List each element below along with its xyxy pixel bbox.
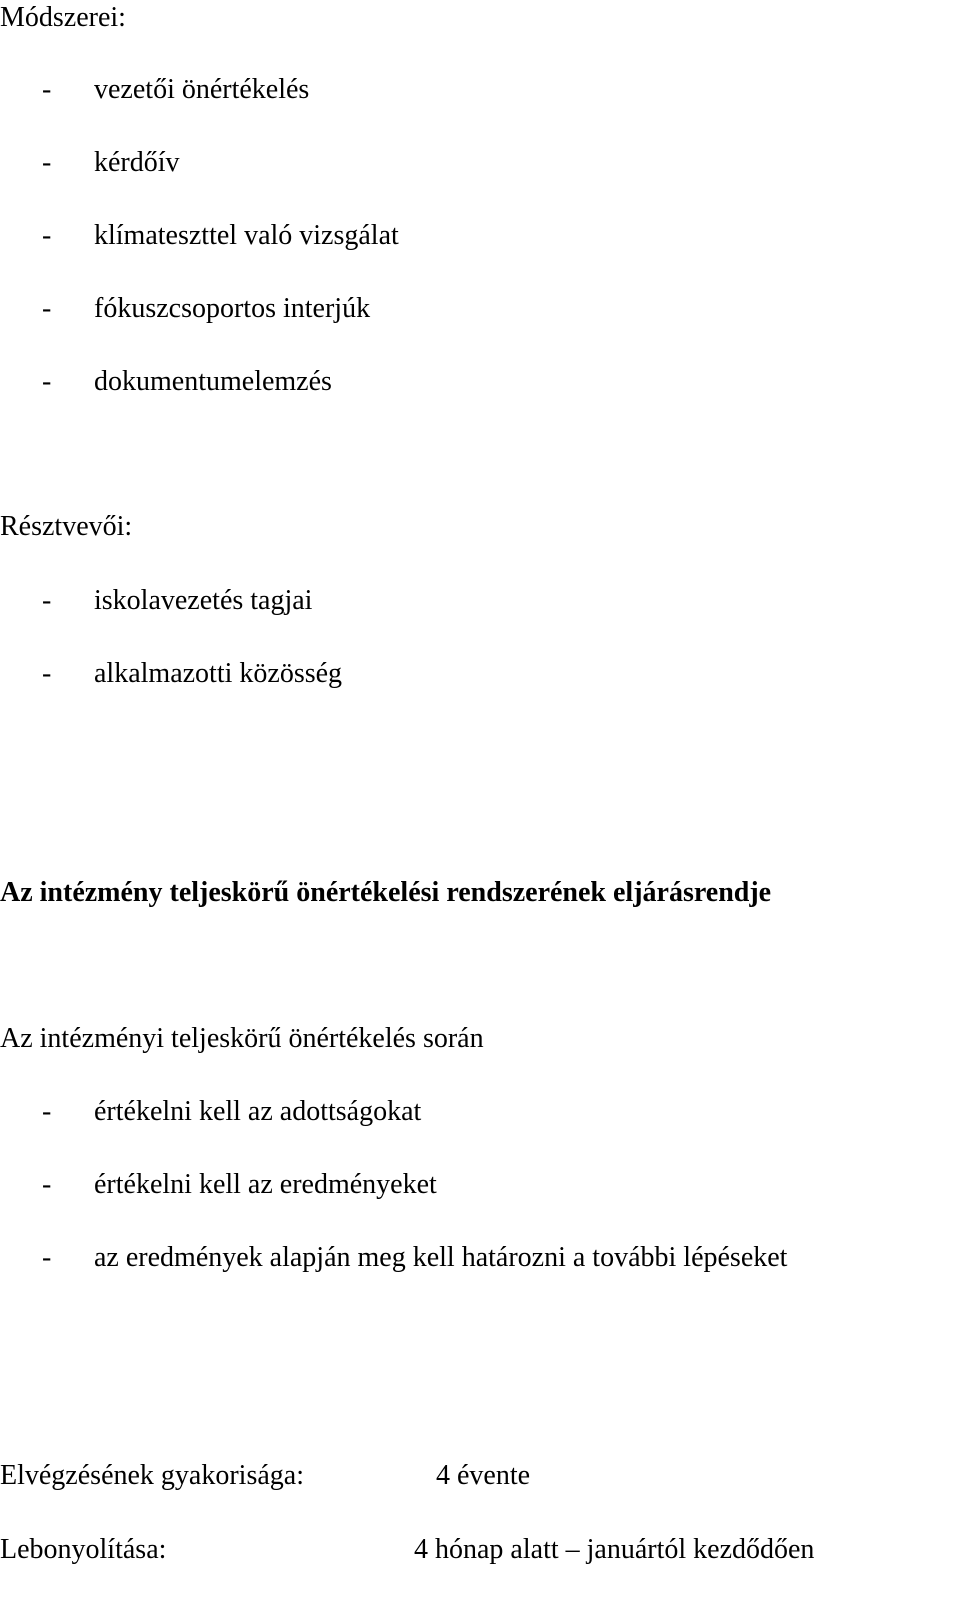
list-item: értékelni kell az adottságokat	[94, 1096, 422, 1127]
list-bullet: -	[42, 1169, 52, 1200]
execution-value: 4 hónap alatt – januártól kezdődően	[414, 1534, 815, 1565]
execution-label: Lebonyolítása:	[0, 1534, 167, 1565]
list-item: alkalmazotti közösség	[94, 658, 343, 689]
list-bullet: -	[42, 366, 52, 397]
list-bullet: -	[42, 658, 52, 689]
list-bullet: -	[42, 220, 52, 251]
frequency-label: Elvégzésének gyakorisága:	[0, 1460, 304, 1491]
list-bullet: -	[42, 74, 52, 105]
list-item: fókuszcsoportos interjúk	[94, 293, 371, 324]
methods-heading: Módszerei:	[0, 2, 126, 33]
list-item: értékelni kell az eredményeket	[94, 1169, 437, 1200]
list-bullet: -	[42, 147, 52, 178]
list-item: klímateszttel való vizsgálat	[94, 220, 399, 251]
participants-heading: Résztvevői:	[0, 511, 133, 542]
list-bullet: -	[42, 293, 52, 324]
list-item: kérdőív	[94, 147, 180, 178]
list-bullet: -	[42, 1096, 52, 1127]
list-item: iskolavezetés tagjai	[94, 585, 313, 616]
list-item: vezetői önértékelés	[94, 74, 310, 105]
section-title: Az intézmény teljeskörű önértékelési rendszerének eljárásrendje	[0, 877, 772, 908]
frequency-value: 4 évente	[436, 1460, 531, 1491]
list-bullet: -	[42, 585, 52, 616]
list-item: az eredmények alapján meg kell határozni a további lépéseket	[94, 1242, 788, 1273]
section-intro: Az intézményi teljeskörű önértékelés során	[0, 1023, 484, 1054]
list-bullet: -	[42, 1242, 52, 1273]
list-item: dokumentumelemzés	[94, 366, 332, 397]
